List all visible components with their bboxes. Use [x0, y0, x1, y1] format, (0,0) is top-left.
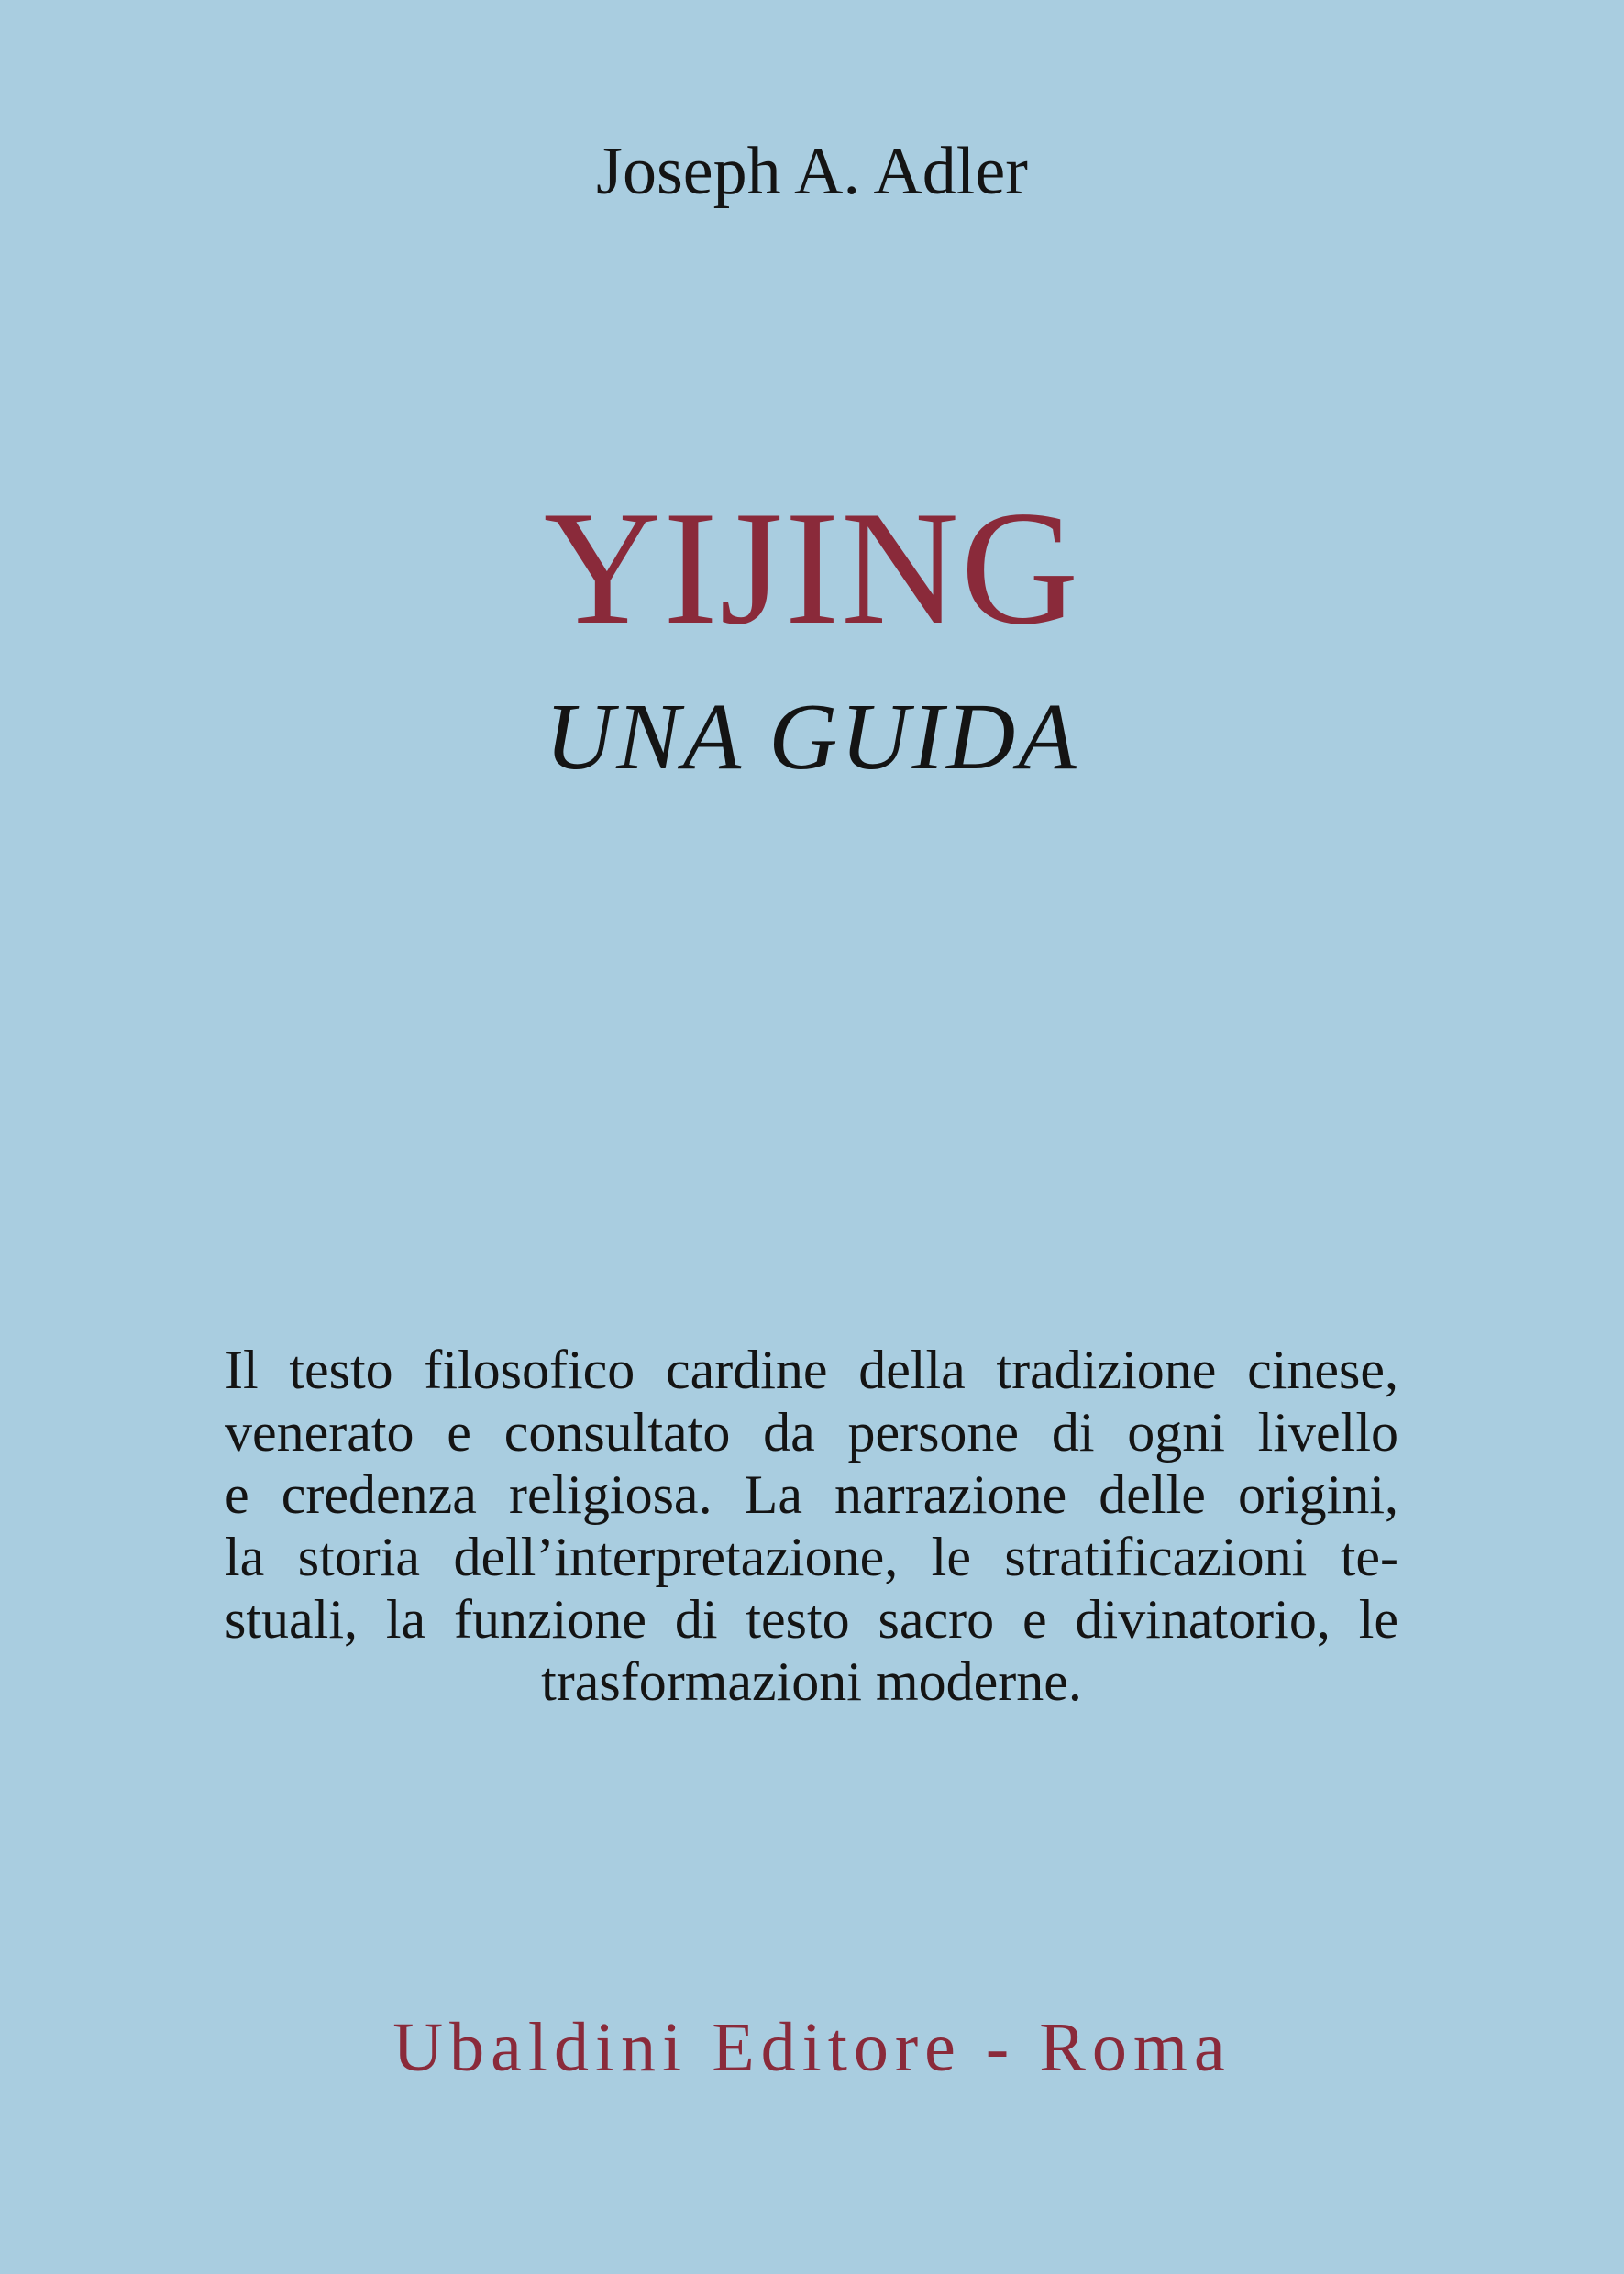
blurb-line: trasformazioni moderne. — [541, 1651, 1082, 1712]
blurb-line: Il testo filosofico cardine della tradizione cinese, — [225, 1340, 1398, 1400]
cover-blurb — [225, 1339, 1398, 1713]
author-name: Joseph A. Adler — [596, 134, 1028, 209]
blurb-line: e credenza religiosa. La narrazione delle origini, — [225, 1464, 1398, 1525]
book-subtitle: UNA GUIDA — [545, 684, 1079, 789]
blurb-line: la storia dell’interpretazione, le stratificazioni te- — [225, 1527, 1398, 1587]
blurb-line: stuali, la funzione di testo sacro e divinatorio, le — [225, 1589, 1398, 1650]
book-title: YIJING — [543, 477, 1081, 658]
blurb-line: venerato e consultato da persone di ogni livello — [225, 1402, 1398, 1463]
publisher-name: Ubaldini Editore - Roma — [392, 2009, 1232, 2086]
